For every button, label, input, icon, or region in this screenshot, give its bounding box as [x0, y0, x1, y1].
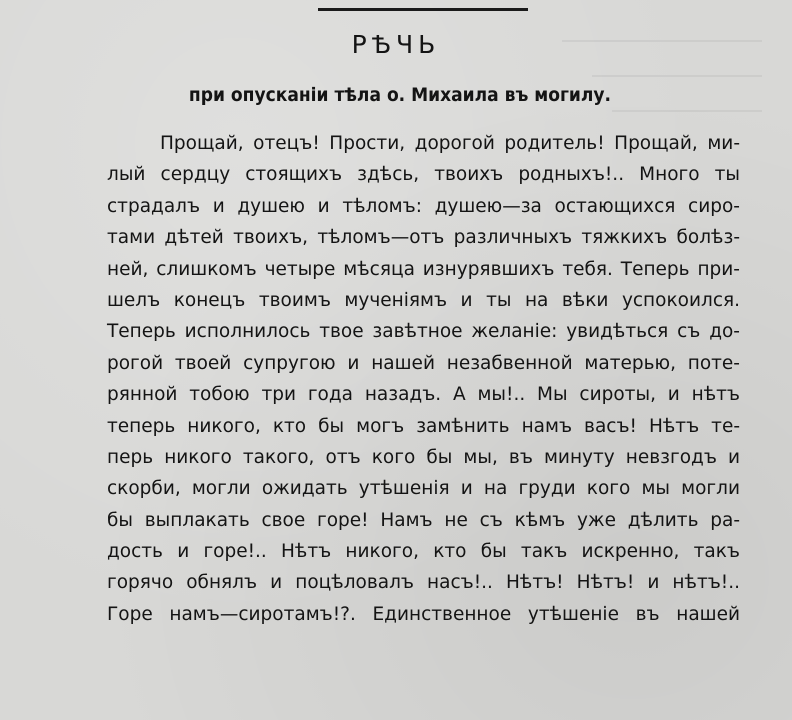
text-line: шелъ конецъ твоимъ мученіямъ и ты на вѣки успокоился.: [107, 289, 740, 311]
text-line: тами дѣтей твоихъ, тѣломъ—отъ различныхъ тяжкихъ болѣз-: [107, 227, 740, 249]
text-line: Прощай, отецъ! Прости, дорогой родитель! Прощай, ми-: [160, 133, 740, 154]
text-line: Теперь исполнилось твое завѣтное желаніе: увидѣться съ до-: [107, 321, 740, 343]
text-line: дость и горе!.. Нѣтъ никого, кто бы такъ искренно, такъ: [107, 541, 740, 563]
top-rule: [318, 8, 528, 11]
text-line: страдалъ и душею и тѣломъ: душею—за остающихся сиро-: [107, 195, 740, 217]
text-line: бы выплакать свое горе! Намъ не съ кѣмъ уже дѣлить ра-: [107, 509, 740, 531]
text-line: лый сердцу стоящихъ здѣсь, твоихъ родныхъ!.. Много ты: [107, 164, 740, 186]
bleed-through-mark: [592, 75, 762, 77]
text-line: теперь никого, кто бы могъ замѣнить намъ васъ! Нѣтъ те-: [107, 415, 740, 437]
text-line: перь никого такого, отъ кого бы мы, въ минуту невзгодъ и: [107, 446, 740, 468]
bleed-through-mark: [612, 110, 762, 112]
page-subtitle: при опусканіи тѣла о. Михаила въ могилу.: [188, 84, 612, 106]
text-line: рогой твоей супругою и нашей незабвенной матерью, поте-: [107, 352, 740, 374]
text-line: рянной тобою три года назадъ. А мы!.. Мы сироты, и нѣтъ: [107, 384, 740, 406]
page-title: РѢЧЬ: [351, 30, 441, 59]
text-line: скорби, могли ожидать утѣшенія и на груди кого мы могли: [107, 478, 740, 500]
text-line: горячо обнялъ и поцѣловалъ насъ!.. Нѣтъ! Нѣтъ! и нѣтъ!..: [107, 572, 740, 594]
text-line: ней, слишкомъ четыре мѣсяца изнурявшихъ тебя. Теперь при-: [107, 258, 740, 280]
text-line: Горе намъ—сиротамъ!?. Единственное утѣшеніе въ нашей: [107, 603, 740, 625]
body-text: [107, 128, 740, 630]
